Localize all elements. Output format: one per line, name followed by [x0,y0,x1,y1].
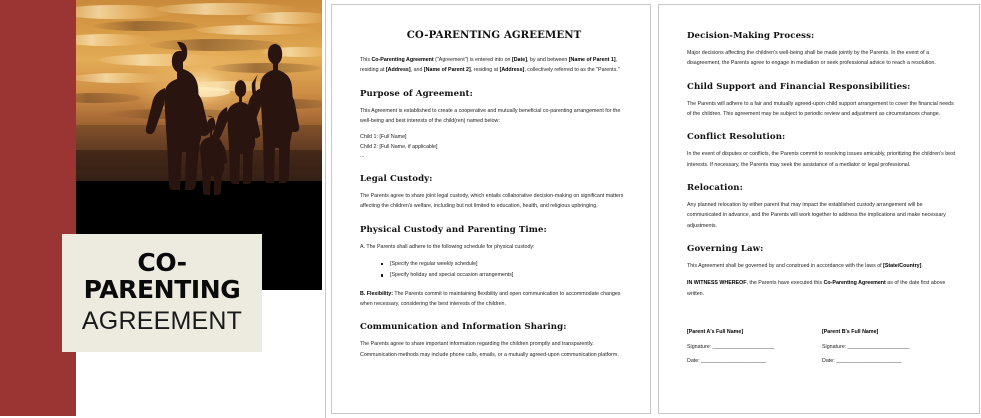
list-item: [Specify holiday and special occasion arrangements] [390,270,628,280]
cover-title-sub: AGREEMENT [81,306,243,335]
heading-communication-and-information-sharing: Communication and Information Sharing: [360,322,567,333]
heading-legal-custody: Legal Custody: [360,174,433,185]
physical-custody-bullet-list [360,259,628,281]
heading-purpose-of-agreement: Purpose of Agreement: [360,88,473,99]
list-item: [Specify the regular weekly schedule] [390,259,628,269]
heading-relocation: Relocation: [687,182,743,193]
child-support-body: The Parents will adhere to a fair and mutually agreed-upon child support arrangement to cover the financial needs of the children. This agreement may be subject to periodic review and adjustment as circumstances change. [687,100,954,117]
parent-b-signature-line[interactable]: Signature: _____________________ [822,343,910,350]
child-2-line: Child 2: [Full Name, if applicable] [360,143,438,150]
heading-physical-custody: Physical Custody and Parenting Time: [360,224,547,235]
parent-a-name-label: [Parent A's Full Name] [687,328,744,335]
relocation-body: Any planned relocation by either parent that may impact the established custody arrangement will be communicated in advance, and the Parents will work together to address the implications and make necessary adjustments. [687,201,946,229]
parent-b-name-label: [Parent B's Full Name] [822,328,879,335]
cover-red-sidebar [0,0,76,416]
document-page-3[interactable] [658,4,980,414]
cover-title-block [62,234,262,352]
parent-a-date-line[interactable]: Date: ______________________ [687,357,766,364]
child-ellipsis: ... [360,153,365,160]
parent-a-signature-line[interactable]: Signature: _____________________ [687,343,775,350]
witness-clause: IN WITNESS WHEREOF, the Parents have executed this Co-Parenting Agreement as of the date first above written. [687,280,946,297]
intro-paragraph: This Co-Parenting Agreement ("Agreement") is entered into on [Date], by and between [Name of Parent 1], residing at [Address], and [Name of Parent 2], residing at [Address], collectively referred to as the "Parents." [360,57,620,74]
page-3-content [687,31,957,372]
decision-making-body: Major decisions affecting the children's well-being shall be made jointly by the Parents. In the event of a disagreement, the Parents agree to engage in mediation or seek professional advice to reach a resolution. [687,50,936,67]
heading-governing-law: Governing Law: [687,243,764,254]
parent-b-date-line[interactable]: Date: ______________________ [822,357,901,364]
page-2-content [360,23,628,367]
document-page-2[interactable] [331,4,651,414]
child-1-line: Child 1: [Full Name] [360,134,407,141]
heading-decision-making-process: Decision-Making Process: [687,31,815,41]
governing-law-body: This Agreement shall be governed by and construed in accordance with the laws of [State/Country]. [687,262,923,269]
signature-block [687,329,957,372]
flexibility-paragraph: B. Flexibility: The Parents commit to maintaining flexibility and open communication to accommodate changes when necessary, considering the best interests of the children. [360,290,621,308]
purpose-body: This Agreement is established to create a cooperative and mutually beneficial co-parenting arrangement for the well-being and best interests of the child(ren) named below: [360,107,621,124]
signature-column-parent-a [687,329,822,372]
document-page-cover[interactable] [0,0,326,418]
legal-custody-body: The Parents agree to share joint legal custody, which entails collaborative decision-making on significant matters affecting the children's welfare, including but not limited to education, health, and religious upbringing. [360,193,624,210]
physical-custody-intro: A. The Parents shall adhere to the following schedule for physical custody: [360,243,535,250]
signature-spacer [687,306,957,325]
signature-column-parent-b [822,329,957,372]
heading-child-support-and-financial-responsibilities: Child Support and Financial Responsibilities: [687,81,911,92]
cover-title-main: CO-PARENTING [83,248,241,304]
communication-body: The Parents agree to share important information regarding the children promptly and transparently. Communication methods may include phone calls, emails, or a mutually agreed-upon communication platform. [360,341,619,358]
heading-conflict-resolution: Conflict Resolution: [687,132,786,143]
conflict-resolution-body: In the event of disputes or conflicts, the Parents commit to resolving issues amicably, prioritizing the children's best interests. If necessary, the Parents may seek the assistance of a mediator or legal professional. [687,151,956,168]
page-title: CO-PARENTING AGREEMENT [406,29,582,41]
